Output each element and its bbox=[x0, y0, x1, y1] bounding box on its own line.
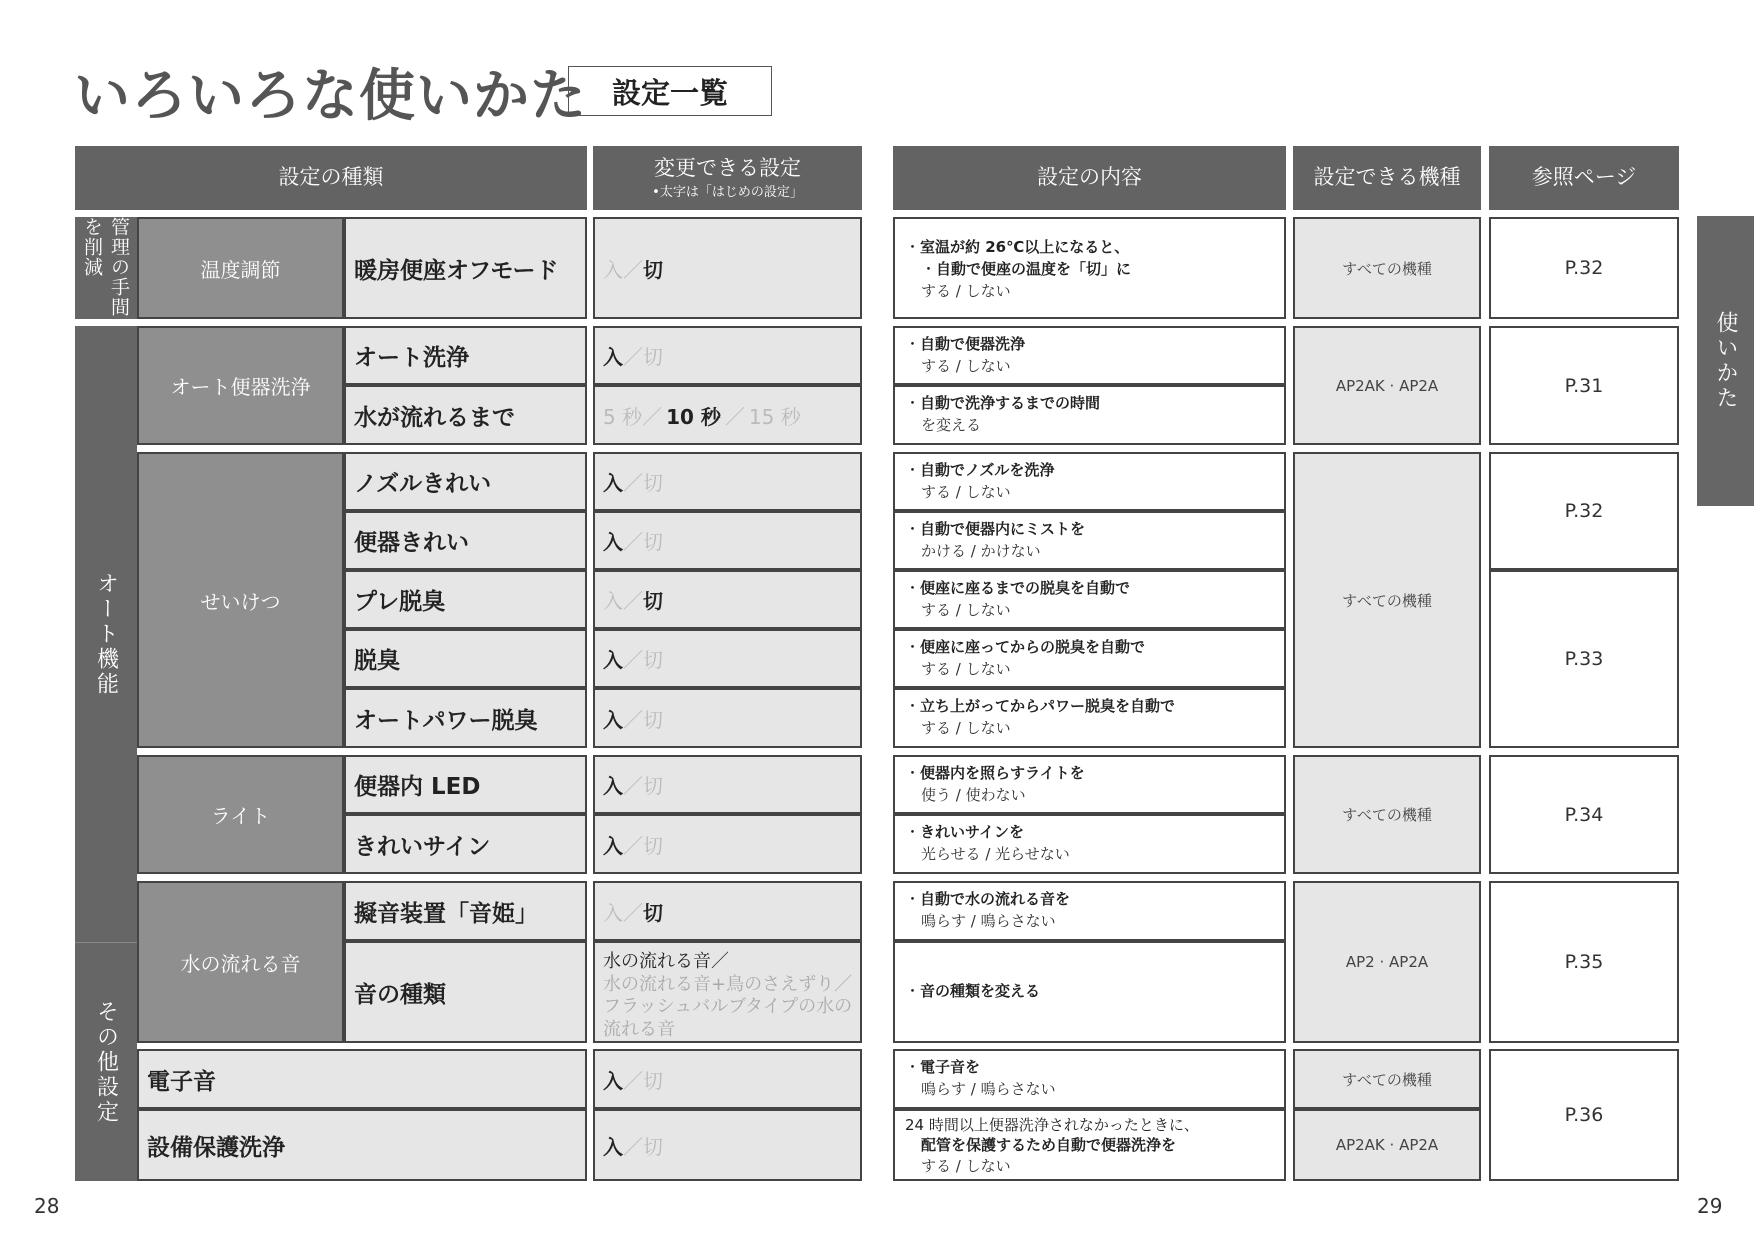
desc-line: ・ 音の種類を変える bbox=[905, 981, 1040, 1003]
group-clean: せいけつ bbox=[137, 452, 344, 748]
option-on: 入 bbox=[603, 900, 623, 925]
option-bowl-clean[interactable] bbox=[593, 511, 862, 570]
desc-line: 鳴らす / 鳴らさない bbox=[921, 1079, 1056, 1098]
option-off: 切 bbox=[643, 833, 663, 858]
group-temperature: 温度調節 bbox=[137, 217, 344, 319]
group-auto-flush: オート便器洗浄 bbox=[137, 326, 344, 445]
option-off-default: 切 bbox=[643, 900, 663, 925]
option-on-default: 入 bbox=[603, 833, 623, 858]
setting-bowl-led: 便器内 LED bbox=[344, 755, 587, 814]
desc-line: ・ 室温が約 26℃以上になると、 bbox=[905, 237, 1274, 259]
setting-auto-power-deodorize: オートパワー脱臭 bbox=[344, 688, 587, 748]
option-sep: ／ bbox=[642, 404, 663, 429]
desc-clean-sign bbox=[893, 814, 1286, 874]
side-tab-usage[interactable]: 使いかた bbox=[1697, 216, 1754, 506]
desc-line: ・ 自動で洗浄するまでの時間 bbox=[905, 393, 1274, 415]
option-off: 切 bbox=[643, 648, 663, 672]
desc-equipment-protect bbox=[893, 1109, 1286, 1181]
desc-line: する / しない bbox=[921, 718, 1011, 737]
header-content-label: 設定の内容 bbox=[1037, 165, 1142, 190]
option-on-default: 入 bbox=[603, 345, 623, 369]
setting-sound-type: 音の種類 bbox=[344, 941, 587, 1043]
setting-pre-deodorize: プレ脱臭 bbox=[344, 570, 587, 629]
option-clean-sign[interactable] bbox=[593, 814, 862, 874]
model-beep: すべての機種 bbox=[1293, 1049, 1481, 1109]
option-off: 切 bbox=[643, 707, 663, 732]
option-sep: ／ bbox=[623, 471, 643, 495]
model-auto-flush: AP2AK · AP2A bbox=[1293, 326, 1481, 445]
desc-line: する / しない bbox=[921, 482, 1011, 501]
desc-line: を変える bbox=[921, 415, 982, 434]
option-off: 切 bbox=[643, 1134, 663, 1159]
option-on-default: 入 bbox=[603, 774, 623, 798]
desc-line: ・ 便座に座ってからの脱臭を自動で bbox=[905, 637, 1274, 659]
setting-nozzle-clean: ノズルきれい bbox=[344, 452, 587, 511]
option-off: 切 bbox=[643, 471, 663, 495]
desc-line: する / しない bbox=[921, 659, 1011, 678]
desc-line: ・ 便座に座るまでの脱臭を自動で bbox=[905, 578, 1274, 600]
desc-auto-power-deodorize bbox=[893, 688, 1286, 748]
ref-page-32a[interactable]: P.32 bbox=[1489, 217, 1679, 319]
option-sep: ／ bbox=[623, 530, 643, 554]
model-heated-seat-off: すべての機種 bbox=[1293, 217, 1481, 319]
desc-line: ・ きれいサインを bbox=[905, 822, 1274, 844]
desc-heated-seat-off bbox=[893, 217, 1286, 319]
option-off-default: 切 bbox=[643, 589, 663, 613]
category-other: その他設定 bbox=[75, 942, 137, 1181]
desc-otohime bbox=[893, 881, 1286, 941]
setting-clean-sign: きれいサイン bbox=[344, 814, 587, 874]
option-sep: ／ bbox=[623, 589, 643, 613]
option-on-default: 入 bbox=[603, 471, 623, 495]
setting-flush-delay: 水が流れるまで bbox=[344, 385, 587, 445]
option-otohime[interactable] bbox=[593, 881, 862, 941]
ref-page-31[interactable]: P.31 bbox=[1489, 326, 1679, 445]
setting-deodorize: 脱臭 bbox=[344, 629, 587, 688]
model-clean: すべての機種 bbox=[1293, 452, 1481, 748]
option-beep[interactable] bbox=[593, 1049, 862, 1109]
desc-line: ・ 自動で便器内にミストを bbox=[905, 519, 1274, 541]
desc-line: する / しない bbox=[921, 356, 1011, 375]
header-page-label: 参照ページ bbox=[1531, 165, 1637, 190]
ref-page-34[interactable]: P.34 bbox=[1489, 755, 1679, 874]
setting-beep: 電子音 bbox=[137, 1049, 587, 1109]
option-sep: ／ bbox=[623, 900, 643, 925]
option-flush-delay[interactable] bbox=[593, 385, 862, 445]
header-changeable-note: •太字は「はじめの設定」 bbox=[652, 184, 803, 200]
option-on: 入 bbox=[603, 589, 623, 613]
desc-line: ・ 自動で便座の温度を「切」に bbox=[905, 259, 1274, 281]
header-page bbox=[1489, 146, 1679, 210]
option-nozzle-clean[interactable] bbox=[593, 452, 862, 511]
header-setting-type-label: 設定の種類 bbox=[278, 165, 384, 190]
option-5s: 5 秒 bbox=[603, 404, 643, 429]
option-water-bird: 水の流れる音+鳥のさえずり／ bbox=[603, 973, 853, 995]
ref-page-36[interactable]: P.36 bbox=[1489, 1049, 1679, 1181]
model-equipment-protect: AP2AK · AP2A bbox=[1293, 1109, 1481, 1181]
setting-auto-flush: オート洗浄 bbox=[344, 326, 587, 385]
option-on: 入 bbox=[603, 257, 623, 282]
option-sep: ／ bbox=[623, 1068, 643, 1093]
option-bowl-led[interactable] bbox=[593, 755, 862, 814]
page-number-right: 29 bbox=[1697, 1194, 1723, 1218]
model-light: すべての機種 bbox=[1293, 755, 1481, 874]
setting-equipment-protect: 設備保護洗浄 bbox=[137, 1109, 587, 1181]
desc-line: ・ 電子音を bbox=[905, 1057, 1274, 1079]
desc-line: ・ 便器内を照らすライトを bbox=[905, 763, 1274, 785]
header-changeable-label: 変更できる設定 bbox=[654, 155, 801, 180]
desc-sound-type bbox=[893, 941, 1286, 1043]
option-on-default: 入 bbox=[603, 1068, 623, 1093]
option-10s-default: 10 秒 bbox=[666, 404, 721, 429]
option-water-sound-default: 水の流れる音／ bbox=[603, 951, 729, 972]
model-water-sound: AP2 · AP2A bbox=[1293, 881, 1481, 1043]
option-auto-power-deodorize[interactable] bbox=[593, 688, 862, 748]
category-auto: オート機能 bbox=[75, 326, 137, 942]
ref-page-35[interactable]: P.35 bbox=[1489, 881, 1679, 1043]
option-on-default: 入 bbox=[603, 707, 623, 732]
page-title: いろいろな使いかた bbox=[74, 64, 587, 129]
option-pre-deodorize[interactable] bbox=[593, 570, 862, 629]
page-number-left: 28 bbox=[34, 1194, 60, 1218]
option-flush-valve-cont: 流れる音 bbox=[603, 1018, 675, 1040]
desc-beep bbox=[893, 1049, 1286, 1109]
desc-line: 24 時間以上便器洗浄されなかったときに、 bbox=[905, 1116, 1199, 1134]
desc-line: 使う / 使わない bbox=[921, 785, 1026, 804]
option-sep: ／ bbox=[623, 774, 643, 798]
option-sep: ／ bbox=[623, 1134, 643, 1159]
ref-page-33[interactable]: P.33 bbox=[1489, 570, 1679, 748]
option-sound-type[interactable] bbox=[593, 941, 862, 1043]
option-auto-flush[interactable] bbox=[593, 326, 862, 385]
header-changeable bbox=[593, 146, 862, 210]
option-off: 切 bbox=[643, 774, 663, 798]
desc-line: ・ 自動で便器洗浄 bbox=[905, 334, 1274, 356]
header-models-label: 設定できる機種 bbox=[1313, 165, 1461, 190]
option-off: 切 bbox=[643, 345, 663, 369]
option-off: 切 bbox=[643, 530, 663, 554]
desc-line: 鳴らす / 鳴らさない bbox=[921, 911, 1056, 930]
option-deodorize[interactable] bbox=[593, 629, 862, 688]
page-subtitle: 設定一覧 bbox=[568, 66, 772, 116]
header-setting-type bbox=[75, 146, 587, 210]
option-flush-valve: フラッシュバルブタイプの水の bbox=[603, 996, 853, 1017]
option-sep: ／ bbox=[623, 833, 643, 858]
option-on-default: 入 bbox=[603, 648, 623, 672]
desc-line: ・ 自動で水の流れる音を bbox=[905, 889, 1274, 911]
option-off-default: 切 bbox=[643, 257, 663, 282]
option-sep: ／ bbox=[623, 345, 643, 369]
desc-pre-deodorize bbox=[893, 570, 1286, 629]
desc-line: する / しない bbox=[921, 1156, 1011, 1175]
ref-page-32b[interactable]: P.32 bbox=[1489, 452, 1679, 570]
option-equipment-protect[interactable] bbox=[593, 1109, 862, 1181]
desc-line: 配管を保護するため自動で便器洗浄を bbox=[921, 1136, 1177, 1155]
desc-flush-delay bbox=[893, 385, 1286, 445]
option-sep: ／ bbox=[623, 648, 643, 672]
option-sep: ／ bbox=[623, 707, 643, 732]
desc-line: かける / かけない bbox=[921, 541, 1041, 560]
desc-line: 光らせる / 光らせない bbox=[921, 844, 1070, 863]
setting-heated-seat-off: 暖房便座オフモード bbox=[344, 217, 587, 319]
option-off: 切 bbox=[643, 1068, 663, 1093]
category-reduce: 管理の手間を削減 bbox=[75, 217, 137, 319]
desc-line: ・ 自動でノズルを洗浄 bbox=[905, 460, 1274, 482]
option-sep: ／ bbox=[623, 257, 643, 282]
setting-bowl-clean: 便器きれい bbox=[344, 511, 587, 570]
desc-deodorize bbox=[893, 629, 1286, 688]
desc-bowl-clean bbox=[893, 511, 1286, 570]
desc-line: ・ 立ち上がってからパワー脱臭を自動で bbox=[905, 696, 1274, 718]
desc-line: する / しない bbox=[921, 600, 1011, 619]
option-15s: 15 秒 bbox=[748, 404, 801, 429]
setting-otohime: 擬音装置「音姫」 bbox=[344, 881, 587, 941]
group-water-sound: 水の流れる音 bbox=[137, 881, 344, 1043]
group-light: ライト bbox=[137, 755, 344, 874]
header-models bbox=[1293, 146, 1481, 210]
desc-nozzle-clean bbox=[893, 452, 1286, 511]
desc-bowl-led bbox=[893, 755, 1286, 814]
option-on-default: 入 bbox=[603, 1134, 623, 1159]
option-on-default: 入 bbox=[603, 530, 623, 554]
desc-auto-flush bbox=[893, 326, 1286, 385]
header-content bbox=[893, 146, 1286, 210]
desc-line: する / しない bbox=[921, 281, 1011, 300]
option-heated-seat-off[interactable] bbox=[593, 217, 862, 319]
option-sep: ／ bbox=[724, 404, 745, 429]
